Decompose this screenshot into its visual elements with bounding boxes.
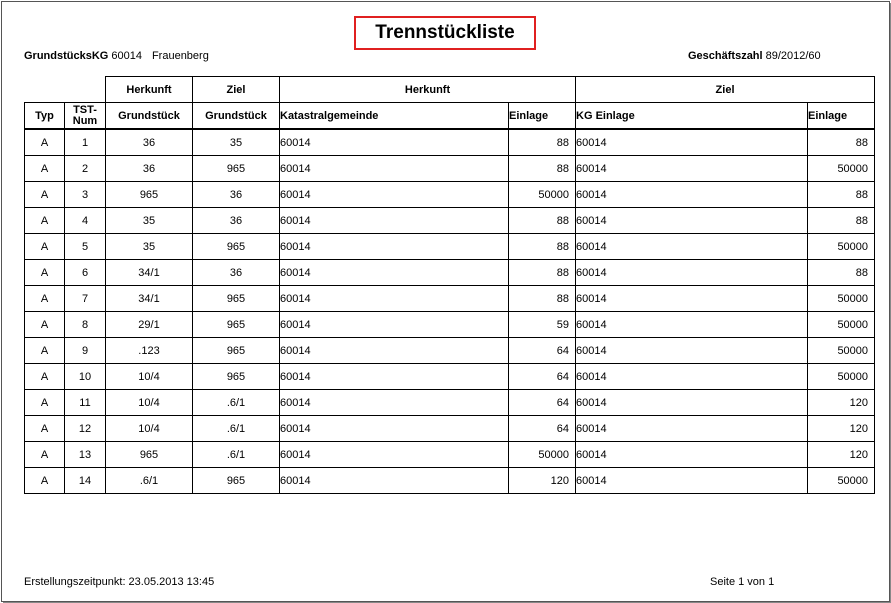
kg-label: GrundstücksKG — [24, 50, 109, 62]
table-row — [25, 312, 875, 338]
cell-kg-einlage: 60014 — [576, 364, 808, 390]
cell-einlage-ziel: 50000 — [808, 156, 875, 182]
cell-katastralgemeinde: 60014 — [280, 390, 509, 416]
cell-kg-einlage: 60014 — [576, 156, 808, 182]
cell-katastralgemeinde: 60014 — [280, 286, 509, 312]
cell-ziel-grundstueck: 36 — [193, 182, 280, 208]
cell-katastralgemeinde: 60014 — [280, 442, 509, 468]
cell-kg-einlage: 60014 — [576, 260, 808, 286]
cell-ziel-grundstueck: .6/1 — [193, 442, 280, 468]
gz-info — [688, 50, 821, 62]
cell-einlage-ziel: 50000 — [808, 468, 875, 494]
cell-einlage-herkunft: 59 — [509, 312, 576, 338]
gz-number: 89/2012/60 — [765, 50, 821, 62]
table-row — [25, 416, 875, 442]
cell-herkunft-grundstueck: .123 — [106, 338, 193, 364]
cell-ziel-grundstueck: 36 — [193, 260, 280, 286]
table-row — [25, 442, 875, 468]
cell-herkunft-grundstueck: 35 — [106, 208, 193, 234]
cell-einlage-ziel: 50000 — [808, 338, 875, 364]
cell-typ: A — [25, 442, 65, 468]
page-number: Seite 1 von 1 — [710, 576, 775, 588]
cell-einlage-herkunft: 64 — [509, 390, 576, 416]
table-row — [25, 208, 875, 234]
cell-kg-einlage: 60014 — [576, 416, 808, 442]
cell-einlage-ziel: 88 — [808, 208, 875, 234]
kg-name: Frauenberg — [151, 50, 209, 62]
group-header-row — [25, 77, 875, 103]
col-header-herkunft-grundstueck: Grundstück — [106, 103, 193, 130]
column-header-row — [25, 103, 875, 130]
cell-tst-num: 4 — [65, 208, 106, 234]
cell-katastralgemeinde: 60014 — [280, 338, 509, 364]
cell-einlage-herkunft: 88 — [509, 286, 576, 312]
col-header-ziel-grundstueck: Grundstück — [193, 103, 280, 130]
col-header-typ: Typ — [25, 103, 65, 130]
cell-tst-num: 3 — [65, 182, 106, 208]
cell-katastralgemeinde: 60014 — [280, 364, 509, 390]
cell-einlage-herkunft: 64 — [509, 416, 576, 442]
cell-einlage-ziel: 88 — [808, 260, 875, 286]
cell-katastralgemeinde: 60014 — [280, 156, 509, 182]
cell-einlage-herkunft: 50000 — [509, 442, 576, 468]
cell-tst-num: 14 — [65, 468, 106, 494]
cell-herkunft-grundstueck: 36 — [106, 129, 193, 156]
group-header-ziel: Ziel — [193, 77, 280, 103]
cell-einlage-herkunft: 88 — [509, 156, 576, 182]
blank-header-cell — [25, 77, 106, 103]
cell-typ: A — [25, 338, 65, 364]
table-row — [25, 129, 875, 156]
cell-kg-einlage: 60014 — [576, 390, 808, 416]
col-header-katastralgemeinde: Katastralgemeinde — [280, 103, 509, 130]
gz-label: Geschäftszahl — [688, 50, 763, 62]
cell-einlage-ziel: 88 — [808, 129, 875, 156]
cell-ziel-grundstueck: .6/1 — [193, 390, 280, 416]
cell-kg-einlage: 60014 — [576, 182, 808, 208]
cell-herkunft-grundstueck: 10/4 — [106, 364, 193, 390]
cell-typ: A — [25, 208, 65, 234]
cell-ziel-grundstueck: 965 — [193, 338, 280, 364]
cell-kg-einlage: 60014 — [576, 312, 808, 338]
cell-einlage-ziel: 50000 — [808, 286, 875, 312]
cell-ziel-grundstueck: 35 — [193, 129, 280, 156]
col-header-einlage-ziel: Einlage — [808, 103, 875, 130]
cell-herkunft-grundstueck: 965 — [106, 182, 193, 208]
cell-typ: A — [25, 390, 65, 416]
cell-herkunft-grundstueck: .6/1 — [106, 468, 193, 494]
cell-einlage-herkunft: 88 — [509, 234, 576, 260]
kg-number: 60014 — [111, 50, 142, 62]
cell-einlage-herkunft: 120 — [509, 468, 576, 494]
creation-timestamp: Erstellungszeitpunkt: 23.05.2013 13:45 — [24, 576, 215, 588]
cell-kg-einlage: 60014 — [576, 338, 808, 364]
cell-tst-num: 9 — [65, 338, 106, 364]
cell-katastralgemeinde: 60014 — [280, 468, 509, 494]
document-title: Trennstückliste — [354, 16, 536, 50]
table-row — [25, 260, 875, 286]
table-row — [25, 338, 875, 364]
cell-typ: A — [25, 468, 65, 494]
cell-typ: A — [25, 416, 65, 442]
cell-kg-einlage: 60014 — [576, 129, 808, 156]
cell-kg-einlage: 60014 — [576, 208, 808, 234]
cell-einlage-ziel: 50000 — [808, 364, 875, 390]
cell-herkunft-grundstueck: 34/1 — [106, 286, 193, 312]
cell-einlage-herkunft: 64 — [509, 364, 576, 390]
col-header-tst-num: TST- Num — [65, 103, 106, 130]
table-row — [25, 234, 875, 260]
cell-tst-num: 8 — [65, 312, 106, 338]
cell-herkunft-grundstueck: 29/1 — [106, 312, 193, 338]
cell-katastralgemeinde: 60014 — [280, 260, 509, 286]
cell-typ: A — [25, 234, 65, 260]
document-page — [1, 1, 890, 602]
cell-ziel-grundstueck: 965 — [193, 364, 280, 390]
cell-ziel-grundstueck: .6/1 — [193, 416, 280, 442]
cell-einlage-ziel: 120 — [808, 416, 875, 442]
cell-katastralgemeinde: 60014 — [280, 416, 509, 442]
cell-einlage-ziel: 50000 — [808, 234, 875, 260]
cell-ziel-grundstueck: 965 — [193, 286, 280, 312]
col-header-einlage-herkunft: Einlage — [509, 103, 576, 130]
cell-ziel-grundstueck: 36 — [193, 208, 280, 234]
table-row — [25, 364, 875, 390]
cell-typ: A — [25, 129, 65, 156]
cell-typ: A — [25, 312, 65, 338]
col-header-kg-einlage: KG Einlage — [576, 103, 808, 130]
cell-herkunft-grundstueck: 36 — [106, 156, 193, 182]
table-row — [25, 156, 875, 182]
group-header-herkunft-kg: Herkunft — [280, 77, 576, 103]
cell-kg-einlage: 60014 — [576, 234, 808, 260]
cell-einlage-herkunft: 88 — [509, 208, 576, 234]
cell-kg-einlage: 60014 — [576, 442, 808, 468]
table-row — [25, 390, 875, 416]
cell-herkunft-grundstueck: 35 — [106, 234, 193, 260]
cell-tst-num: 10 — [65, 364, 106, 390]
cell-katastralgemeinde: 60014 — [280, 234, 509, 260]
cell-typ: A — [25, 156, 65, 182]
cell-katastralgemeinde: 60014 — [280, 182, 509, 208]
cell-tst-num: 13 — [65, 442, 106, 468]
cell-einlage-herkunft: 50000 — [509, 182, 576, 208]
cell-tst-num: 6 — [65, 260, 106, 286]
cell-typ: A — [25, 286, 65, 312]
cell-ziel-grundstueck: 965 — [193, 312, 280, 338]
cell-katastralgemeinde: 60014 — [280, 208, 509, 234]
trennstueck-table — [24, 76, 875, 494]
table-row — [25, 468, 875, 494]
cell-kg-einlage: 60014 — [576, 286, 808, 312]
cell-typ: A — [25, 364, 65, 390]
cell-tst-num: 1 — [65, 129, 106, 156]
table-row — [25, 286, 875, 312]
cell-einlage-ziel: 120 — [808, 442, 875, 468]
cell-einlage-herkunft: 88 — [509, 129, 576, 156]
cell-ziel-grundstueck: 965 — [193, 234, 280, 260]
cell-herkunft-grundstueck: 965 — [106, 442, 193, 468]
cell-kg-einlage: 60014 — [576, 468, 808, 494]
cell-tst-num: 7 — [65, 286, 106, 312]
cell-katastralgemeinde: 60014 — [280, 129, 509, 156]
cell-herkunft-grundstueck: 10/4 — [106, 416, 193, 442]
cell-einlage-herkunft: 88 — [509, 260, 576, 286]
cell-tst-num: 12 — [65, 416, 106, 442]
cell-tst-num: 2 — [65, 156, 106, 182]
kg-info — [24, 50, 209, 62]
cell-einlage-ziel: 88 — [808, 182, 875, 208]
cell-herkunft-grundstueck: 10/4 — [106, 390, 193, 416]
cell-tst-num: 5 — [65, 234, 106, 260]
cell-katastralgemeinde: 60014 — [280, 312, 509, 338]
cell-einlage-herkunft: 64 — [509, 338, 576, 364]
cell-tst-num: 11 — [65, 390, 106, 416]
cell-ziel-grundstueck: 965 — [193, 468, 280, 494]
cell-ziel-grundstueck: 965 — [193, 156, 280, 182]
group-header-herkunft: Herkunft — [106, 77, 193, 103]
cell-typ: A — [25, 182, 65, 208]
cell-typ: A — [25, 260, 65, 286]
table-row — [25, 182, 875, 208]
group-header-ziel-kg: Ziel — [576, 77, 875, 103]
cell-herkunft-grundstueck: 34/1 — [106, 260, 193, 286]
cell-einlage-ziel: 50000 — [808, 312, 875, 338]
cell-einlage-ziel: 120 — [808, 390, 875, 416]
